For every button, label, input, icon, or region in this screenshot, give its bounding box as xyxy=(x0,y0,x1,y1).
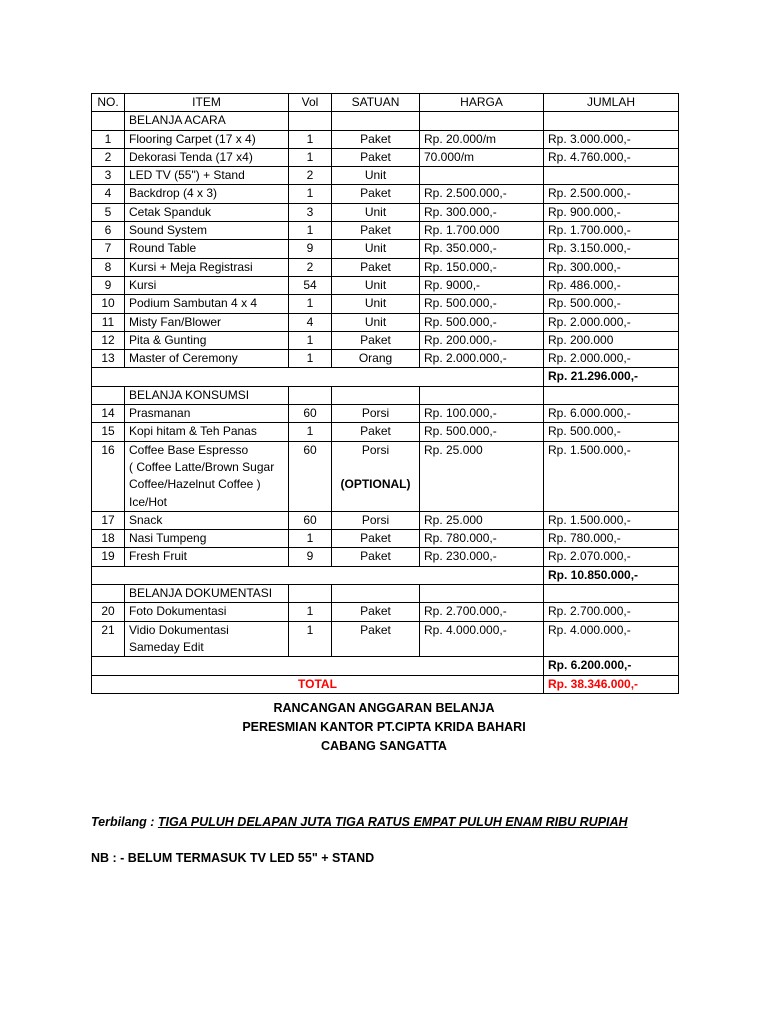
table-row xyxy=(92,511,679,529)
row-vol: 1 xyxy=(289,295,332,313)
row-number: 19 xyxy=(92,548,125,566)
document-title-line-3: CABANG SANGATTA xyxy=(321,739,447,753)
row-satuan: Paket xyxy=(332,130,420,148)
subtotal-blank xyxy=(92,566,544,584)
budget-table xyxy=(91,93,679,694)
table-row xyxy=(92,603,679,621)
row-number: 5 xyxy=(92,203,125,221)
table-row xyxy=(92,331,679,349)
row-item: Kursi + Meja Registrasi xyxy=(125,258,289,276)
row-item: Snack xyxy=(125,511,289,529)
row-jumlah: Rp. 2.500.000,- xyxy=(544,185,679,203)
row-item-line: Coffee Base Espresso xyxy=(129,442,249,457)
header-harga: HARGA xyxy=(420,94,544,112)
row-vol: 1 xyxy=(289,350,332,368)
row-number: 4 xyxy=(92,185,125,203)
row-item: Cetak Spanduk xyxy=(125,203,289,221)
total-label: TOTAL xyxy=(92,675,544,693)
row-satuan: Porsi xyxy=(332,405,420,423)
row-vol: 2 xyxy=(289,258,332,276)
table-row xyxy=(92,313,679,331)
row-vol: 1 xyxy=(289,530,332,548)
empty-cell xyxy=(544,112,679,130)
row-vol: 1 xyxy=(289,148,332,166)
header-satuan: SATUAN xyxy=(332,94,420,112)
row-satuan: Unit xyxy=(332,295,420,313)
row-number: 3 xyxy=(92,167,125,185)
row-vol: 1 xyxy=(289,621,332,657)
subtotal-value: Rp. 21.296.000,- xyxy=(544,368,679,386)
table-row xyxy=(92,167,679,185)
row-harga: Rp. 2.000.000,- xyxy=(420,350,544,368)
row-harga: Rp. 1.700.000 xyxy=(420,222,544,240)
row-harga: Rp. 4.000.000,- xyxy=(420,621,544,657)
row-vol: 60 xyxy=(289,441,332,511)
row-harga: Rp. 780.000,- xyxy=(420,530,544,548)
row-item: Kopi hitam & Teh Panas xyxy=(125,423,289,441)
row-item: Foto Dokumentasi xyxy=(125,603,289,621)
row-item: Backdrop (4 x 3) xyxy=(125,185,289,203)
row-item: Prasmanan xyxy=(125,405,289,423)
row-satuan: Unit xyxy=(332,313,420,331)
row-vol: 1 xyxy=(289,331,332,349)
row-vol: 54 xyxy=(289,276,332,294)
empty-cell xyxy=(544,585,679,603)
row-harga: Rp. 230.000,- xyxy=(420,548,544,566)
row-vol: 1 xyxy=(289,222,332,240)
empty-cell xyxy=(289,585,332,603)
row-vol: 1 xyxy=(289,423,332,441)
total-value: Rp. 38.346.000,- xyxy=(544,675,679,693)
subtotal-value: Rp. 6.200.000,- xyxy=(544,657,679,675)
row-harga: Rp. 500.000,- xyxy=(420,423,544,441)
row-item: Sound System xyxy=(125,222,289,240)
row-item xyxy=(125,621,289,657)
row-satuan: Unit xyxy=(332,240,420,258)
row-number: 17 xyxy=(92,511,125,529)
row-item-line: Vidio Dokumentasi xyxy=(129,622,229,637)
row-item: Pita & Gunting xyxy=(125,331,289,349)
row-jumlah: Rp. 6.000.000,- xyxy=(544,405,679,423)
empty-cell xyxy=(92,112,125,130)
subtotal-blank xyxy=(92,657,544,675)
section-title: BELANJA KONSUMSI xyxy=(125,386,289,404)
header-vol: Vol xyxy=(289,94,332,112)
empty-cell xyxy=(420,585,544,603)
row-item-line: Ice/Hot xyxy=(129,494,168,509)
row-jumlah: Rp. 300.000,- xyxy=(544,258,679,276)
table-row xyxy=(92,548,679,566)
table-row xyxy=(92,295,679,313)
table-row xyxy=(92,405,679,423)
row-number: 13 xyxy=(92,350,125,368)
document-title-line-2: PERESMIAN KANTOR PT.CIPTA KRIDA BAHARI xyxy=(242,720,526,734)
table-row xyxy=(92,222,679,240)
row-harga: Rp. 350.000,- xyxy=(420,240,544,258)
empty-cell xyxy=(332,386,420,404)
subtotal-row xyxy=(92,566,679,584)
row-satuan: Paket xyxy=(332,148,420,166)
empty-cell xyxy=(92,585,125,603)
section-title: BELANJA DOKUMENTASI xyxy=(125,585,289,603)
row-jumlah: Rp. 4.000.000,- xyxy=(544,621,679,657)
row-satuan: Paket xyxy=(332,222,420,240)
row-jumlah xyxy=(544,167,679,185)
row-number: 6 xyxy=(92,222,125,240)
row-satuan: Porsi xyxy=(332,511,420,529)
row-satuan: Unit xyxy=(332,167,420,185)
row-item: Master of Ceremony xyxy=(125,350,289,368)
row-item-line: Sameday Edit xyxy=(129,639,204,654)
table-header-row xyxy=(92,94,679,112)
row-number: 12 xyxy=(92,331,125,349)
row-vol: 2 xyxy=(289,167,332,185)
row-satuan xyxy=(332,441,420,511)
row-item: Fresh Fruit xyxy=(125,548,289,566)
row-jumlah: Rp. 3.000.000,- xyxy=(544,130,679,148)
row-number: 10 xyxy=(92,295,125,313)
row-item xyxy=(125,441,289,511)
row-harga: Rp. 2.700.000,- xyxy=(420,603,544,621)
table-row xyxy=(92,148,679,166)
empty-cell xyxy=(544,386,679,404)
row-harga: Rp. 100.000,- xyxy=(420,405,544,423)
row-number: 7 xyxy=(92,240,125,258)
row-jumlah: Rp. 486.000,- xyxy=(544,276,679,294)
row-jumlah: Rp. 1.700.000,- xyxy=(544,222,679,240)
row-vol: 3 xyxy=(289,203,332,221)
total-row xyxy=(92,675,679,693)
row-vol: 1 xyxy=(289,185,332,203)
row-satuan-value: Porsi xyxy=(361,442,390,457)
row-harga: Rp. 150.000,- xyxy=(420,258,544,276)
table-row xyxy=(92,203,679,221)
row-item: Misty Fan/Blower xyxy=(125,313,289,331)
empty-cell xyxy=(332,585,420,603)
row-satuan-note: (OPTIONAL) xyxy=(340,476,411,491)
row-satuan: Paket xyxy=(332,548,420,566)
row-item: Flooring Carpet (17 x 4) xyxy=(125,130,289,148)
row-harga: Rp. 200.000,- xyxy=(420,331,544,349)
row-satuan: Unit xyxy=(332,203,420,221)
row-harga: Rp. 500.000,- xyxy=(420,295,544,313)
row-jumlah: Rp. 780.000,- xyxy=(544,530,679,548)
document-title-line-1: RANCANGAN ANGGARAN BELANJA xyxy=(273,701,495,715)
row-number: 21 xyxy=(92,621,125,657)
subtotal-row xyxy=(92,368,679,386)
row-item: Dekorasi Tenda (17 x4) xyxy=(125,148,289,166)
row-item-line: ( Coffee Latte/Brown Sugar xyxy=(129,459,275,474)
row-item: Podium Sambutan 4 x 4 xyxy=(125,295,289,313)
row-jumlah: Rp. 1.500.000,- xyxy=(544,441,679,511)
empty-cell xyxy=(420,386,544,404)
row-number: 2 xyxy=(92,148,125,166)
row-vol: 1 xyxy=(289,130,332,148)
row-number: 15 xyxy=(92,423,125,441)
row-jumlah: Rp. 2.070.000,- xyxy=(544,548,679,566)
row-number: 9 xyxy=(92,276,125,294)
header-item: ITEM xyxy=(125,94,289,112)
row-satuan: Paket xyxy=(332,423,420,441)
row-number: 8 xyxy=(92,258,125,276)
table-row xyxy=(92,276,679,294)
empty-cell xyxy=(92,386,125,404)
empty-cell xyxy=(332,112,420,130)
table-row xyxy=(92,258,679,276)
row-jumlah: Rp. 1.500.000,- xyxy=(544,511,679,529)
row-satuan: Paket xyxy=(332,185,420,203)
table-row xyxy=(92,621,679,657)
subtotal-row xyxy=(92,657,679,675)
row-harga: 70.000/m xyxy=(420,148,544,166)
row-item-line: Coffee/Hazelnut Coffee ) xyxy=(129,477,261,492)
empty-cell xyxy=(420,112,544,130)
row-satuan: Paket xyxy=(332,603,420,621)
row-number: 16 xyxy=(92,441,125,511)
header-jumlah: JUMLAH xyxy=(544,94,679,112)
row-harga: Rp. 25.000 xyxy=(420,441,544,511)
subtotal-value: Rp. 10.850.000,- xyxy=(544,566,679,584)
amount-in-words-label: Terbilang : xyxy=(91,815,158,829)
row-satuan: Unit xyxy=(332,276,420,294)
table-row xyxy=(92,130,679,148)
spacer xyxy=(336,459,415,476)
row-satuan: Paket xyxy=(332,621,420,657)
row-vol: 60 xyxy=(289,511,332,529)
row-vol: 1 xyxy=(289,603,332,621)
row-number: 14 xyxy=(92,405,125,423)
row-item: Kursi xyxy=(125,276,289,294)
row-jumlah: Rp. 4.760.000,- xyxy=(544,148,679,166)
table-row xyxy=(92,530,679,548)
row-harga xyxy=(420,167,544,185)
row-satuan: Paket xyxy=(332,331,420,349)
table-row xyxy=(92,423,679,441)
row-number: 18 xyxy=(92,530,125,548)
row-vol: 60 xyxy=(289,405,332,423)
table-row xyxy=(92,185,679,203)
row-harga: Rp. 300.000,- xyxy=(420,203,544,221)
row-harga: Rp. 500.000,- xyxy=(420,313,544,331)
section-title-row xyxy=(92,585,679,603)
table-row xyxy=(92,350,679,368)
row-vol: 9 xyxy=(289,548,332,566)
note: NB : - BELUM TERMASUK TV LED 55" + STAND xyxy=(91,851,375,865)
row-jumlah: Rp. 2.000.000,- xyxy=(544,350,679,368)
section-title-row xyxy=(92,386,679,404)
row-item: Round Table xyxy=(125,240,289,258)
header-no: NO. xyxy=(92,94,125,112)
row-item: LED TV (55") + Stand xyxy=(125,167,289,185)
row-number: 20 xyxy=(92,603,125,621)
row-satuan: Paket xyxy=(332,258,420,276)
row-harga: Rp. 20.000/m xyxy=(420,130,544,148)
row-item: Nasi Tumpeng xyxy=(125,530,289,548)
row-jumlah: Rp. 900.000,- xyxy=(544,203,679,221)
row-number: 11 xyxy=(92,313,125,331)
row-satuan: Orang xyxy=(332,350,420,368)
row-jumlah: Rp. 2.000.000,- xyxy=(544,313,679,331)
empty-cell xyxy=(289,386,332,404)
row-vol: 9 xyxy=(289,240,332,258)
section-title-row xyxy=(92,112,679,130)
row-harga: Rp. 25.000 xyxy=(420,511,544,529)
row-jumlah: Rp. 2.700.000,- xyxy=(544,603,679,621)
table-row xyxy=(92,240,679,258)
row-jumlah: Rp. 200.000 xyxy=(544,331,679,349)
row-harga: Rp. 2.500.000,- xyxy=(420,185,544,203)
row-vol: 4 xyxy=(289,313,332,331)
amount-in-words xyxy=(91,815,628,829)
row-harga: Rp. 9000,- xyxy=(420,276,544,294)
table-body xyxy=(92,112,679,694)
row-satuan: Paket xyxy=(332,530,420,548)
row-jumlah: Rp. 3.150.000,- xyxy=(544,240,679,258)
amount-in-words-text: TIGA PULUH DELAPAN JUTA TIGA RATUS EMPAT PULUH ENAM RIBU RUPIAH xyxy=(157,815,628,829)
row-jumlah: Rp. 500.000,- xyxy=(544,295,679,313)
row-number: 1 xyxy=(92,130,125,148)
section-title: BELANJA ACARA xyxy=(125,112,289,130)
subtotal-blank xyxy=(92,368,544,386)
row-jumlah: Rp. 500.000,- xyxy=(544,423,679,441)
empty-cell xyxy=(289,112,332,130)
table-row xyxy=(92,441,679,511)
